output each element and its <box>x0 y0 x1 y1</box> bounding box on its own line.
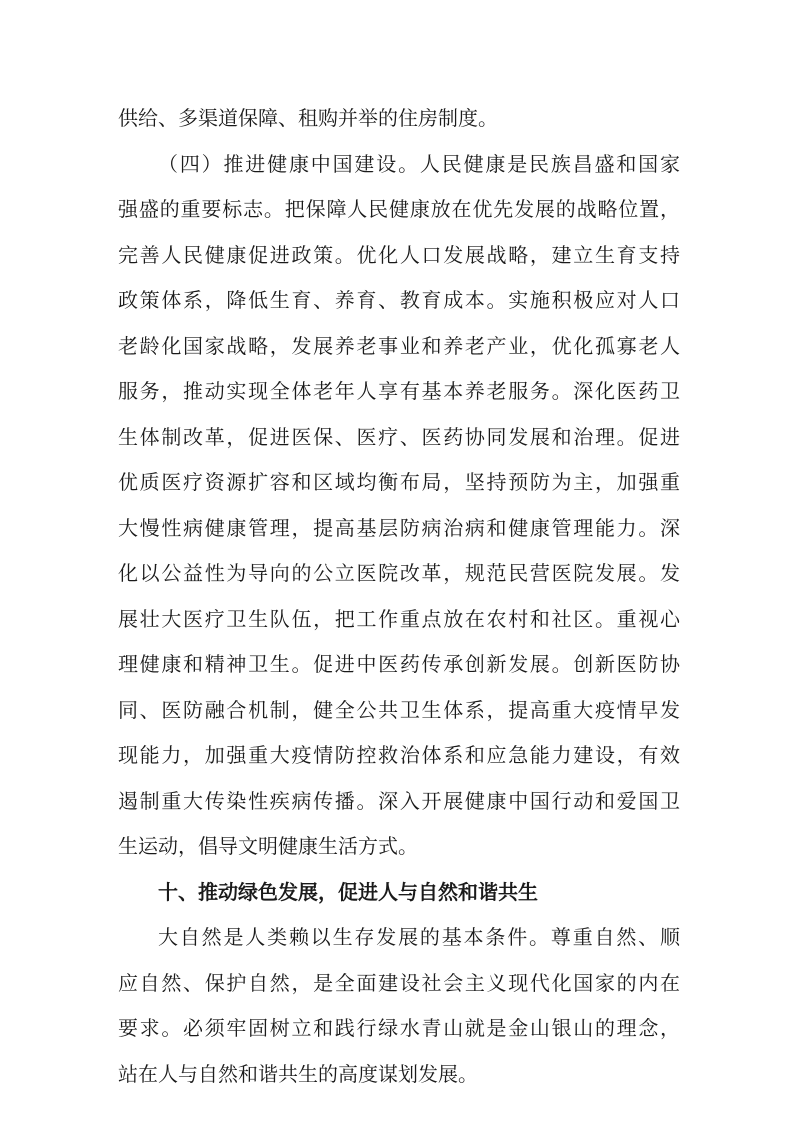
paragraph-line: 要求。必须牢固树立和践行绿水青山就是金山银山的理念， <box>118 1016 680 1040</box>
paragraph-line: 生体制改革，促进医保、医疗、医药协同发展和治理。促进 <box>118 424 680 449</box>
paragraph-line: 优质医疗资源扩容和区域均衡布局，坚持预防为主，加强重 <box>118 470 680 494</box>
paragraph-line: （四）推进健康中国建设。人民健康是民族昌盛和国家 <box>158 151 680 176</box>
paragraph-line: 政策体系，降低生育、养育、教育成本。实施积极应对人口 <box>118 288 680 312</box>
paragraph-line: 服务，推动实现全体老年人享有基本养老服务。深化医药卫 <box>118 379 680 403</box>
paragraph-line: 生运动，倡导文明健康生活方式。 <box>118 834 418 858</box>
document-body <box>118 96 680 1097</box>
section-heading: 十、推动绿色发展，促进人与自然和谐共生 <box>158 879 538 904</box>
paragraph-line: 遏制重大传染性疾病传播。深入开展健康中国行动和爱国卫 <box>118 788 680 813</box>
paragraph-line: 强盛的重要标志。把保障人民健康放在优先发展的战略位置， <box>118 197 680 221</box>
paragraph-line: 应自然、保护自然，是全面建设社会主义现代化国家的内在 <box>118 970 680 995</box>
paragraph-line: 大慢性病健康管理，提高基层防病治病和健康管理能力。深 <box>118 515 680 540</box>
paragraph-line: 展壮大医疗卫生队伍，把工作重点放在农村和社区。重视心 <box>118 606 680 631</box>
paragraph-line: 化以公益性为导向的公立医院改革，规范民营医院发展。发 <box>118 561 680 585</box>
paragraph-line: 大自然是人类赖以生存发展的基本条件。尊重自然、顺 <box>158 925 680 949</box>
paragraph-line: 站在人与自然和谐共生的高度谋划发展。 <box>118 1061 478 1086</box>
paragraph-line: 老龄化国家战略，发展养老事业和养老产业，优化孤寡老人 <box>118 333 680 358</box>
paragraph-line: 完善人民健康促进政策。优化人口发展战略，建立生育支持 <box>118 242 680 267</box>
paragraph-line: 供给、多渠道保障、租购并举的住房制度。 <box>118 106 498 130</box>
paragraph-line: 理健康和精神卫生。促进中医药传承创新发展。创新医防协 <box>118 652 680 676</box>
paragraph-line: 现能力，加强重大疫情防控救治体系和应急能力建设，有效 <box>118 743 680 767</box>
paragraph-line: 同、医防融合机制，健全公共卫生体系，提高重大疫情早发 <box>118 697 680 722</box>
